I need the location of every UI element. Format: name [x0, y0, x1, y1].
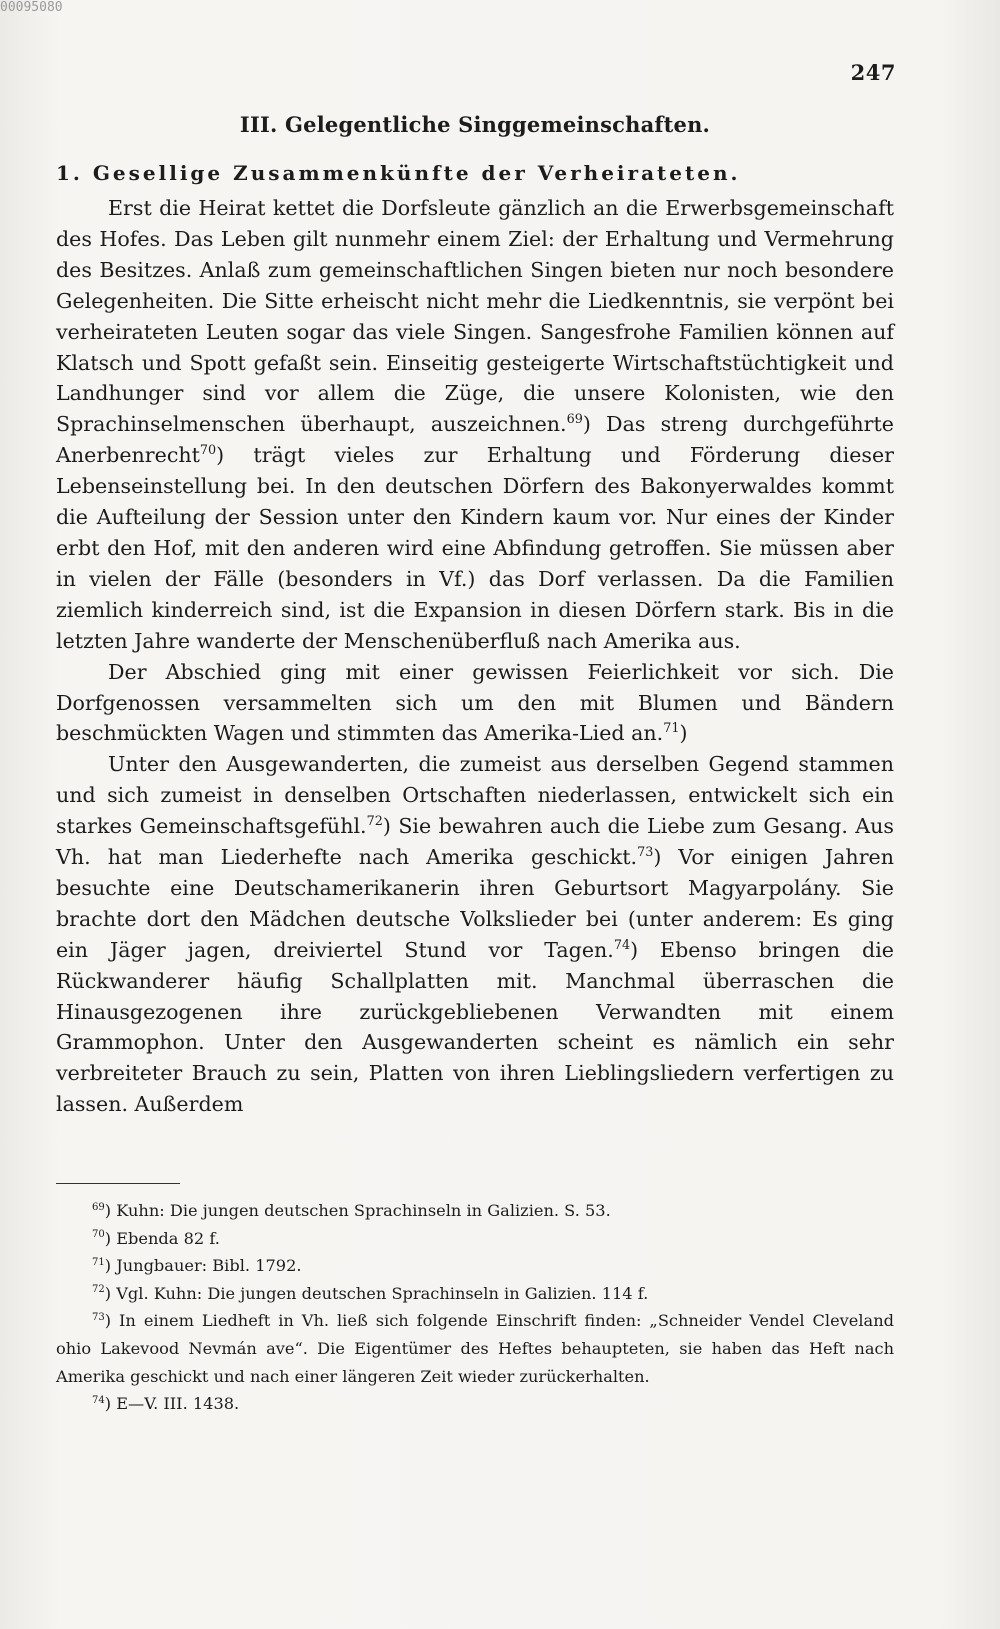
paragraph	[56, 749, 894, 1120]
footnote-text: ) Ebenda 82 f.	[104, 1228, 220, 1248]
footnote-text: ) E—V. III. 1438.	[104, 1394, 240, 1414]
paragraph-text: )	[679, 721, 688, 746]
paragraph-text: Erst die Heirat kettet die Dorfsleute gänzlich an die Erwerbsgemeinschaft des Hofes. Das Leben gilt nunmehr einem Ziel: der Erhaltung und Vermehrung des Besitzes. Anlaß zum gemeinschaftlichen Singen bieten nur noch besondere Gelegenheiten. Die Sitte erheischt nicht mehr die Liedkenntnis, sie verpönt bei verheirateten Leuten sogar das viele Singen. Sangesfrohe Familien können auf Klatsch und Spott gefaßt sein. Einseitig gesteigerte Wirtschaftstüchtigkeit und Landhunger sind vor allem die Züge, die unsere Kolonisten, wie den Sprachinselmenschen überhaupt, auszeichnen.	[56, 196, 894, 437]
footnote-number: 71	[92, 1256, 105, 1268]
paragraph-text: ) trägt vieles zur Erhaltung und Förderung dieser Lebenseinstellung bei. In den deutschen Dörfern des Bakonyerwaldes kommt die Aufteilung der Session unter den Kindern kaum vor. Nur eines der Kinder erbt den Hof, mit den anderen wird eine Abfindung getroffen. Sie müssen aber in vielen der Fälle (besonders in Vf.) das Dorf verlassen. Da die Familien ziemlich kinderreich sind, ist die Expansion in diesen Dörfern stark. Bis in die letzten Jahre wanderte der Menschenüberfluß nach Amerika aus.	[56, 443, 894, 653]
footnote-number: 72	[92, 1284, 105, 1296]
footnote-text: ) In einem Liedheft in Vh. ließ sich folgende Einschrift finden: „Schneider Vendel Cleveland ohio Lakevood Nevmán ave“. Die Eigentümer des Heftes behaupteten, sie haben das Heft nach Amerika geschickt und nach einer längeren Zeit wieder zurückerhalten.	[56, 1311, 894, 1386]
footnote-number: 70	[92, 1229, 105, 1241]
footnote	[56, 1307, 894, 1390]
footnote	[56, 1280, 894, 1308]
paragraph-text: ) Das streng durchgeführte Anerbenrecht	[56, 412, 894, 468]
footnote-text: ) Jungbauer: Bibl. 1792.	[104, 1256, 302, 1276]
footnote-ref[interactable]: 70	[199, 443, 217, 459]
section-title: III. Gelegentliche Singgemeinschaften.	[239, 112, 711, 137]
footnote-number: 69	[92, 1201, 105, 1213]
footnote-text: ) Kuhn: Die jungen deutschen Sprachinseln in Galizien. S. 53.	[104, 1201, 611, 1220]
paragraph	[56, 657, 894, 750]
footnote-text: ) Vgl. Kuhn: Die jungen deutschen Sprachinseln in Galizien. 114 f.	[104, 1283, 649, 1303]
paragraph-text: Unter den Ausgewanderten, die zumeist aus derselben Gegend stammen und sich zumeist in denselben Ortschaften niederlassen, entwickelt sich ein starkes Gemeinschaftsgefühl.	[56, 752, 894, 839]
footnote-number: 73	[92, 1311, 105, 1323]
paragraph-text: ) Sie bewahren auch die Liebe zum Gesang. Aus Vh. hat man Liederhefte nach Amerika geschickt.	[56, 814, 894, 870]
sub-heading: 1. Gesellige Zusammenkünfte der Verheirateten.	[56, 161, 741, 185]
footnote-ref[interactable]: 69	[566, 412, 583, 428]
scan-mark: 00095080	[0, 0, 63, 15]
footnote	[56, 1252, 894, 1280]
footnotes	[56, 1197, 894, 1418]
footnote-ref[interactable]: 72	[366, 814, 383, 830]
paragraph-text: ) Ebenso bringen die Rückwanderer häufig Schallplatten mit. Manchmal überraschen die Hinausgezogenen ihre zurückgebliebenen Verwandten mit einem Grammophon. Unter den Ausgewanderten scheint es nämlich ein sehr verbreiteter Brauch zu sein, Platten von ihren Lieblingsliedern verfertigen zu lassen. Außerdem	[56, 937, 894, 1117]
footnote-divider	[56, 1183, 180, 1184]
footnote	[56, 1197, 894, 1225]
footnote	[56, 1390, 894, 1418]
paragraph-text: Der Abschied ging mit einer gewissen Feierlichkeit vor sich. Die Dorfgenossen versammelten sich um den mit Blumen und Bändern beschmückten Wagen und stimmten das Amerika-Lied an.	[56, 659, 894, 746]
footnote	[56, 1225, 894, 1253]
footnote-ref[interactable]: 71	[663, 721, 680, 737]
footnote-ref[interactable]: 74	[613, 937, 631, 953]
page-number: 247	[850, 60, 896, 85]
main-text	[56, 112, 894, 1120]
footnote-number: 74	[92, 1394, 105, 1406]
footnote-ref[interactable]: 73	[637, 845, 654, 861]
paragraph-text: ) Vor einigen Jahren besuchte eine Deutschamerikanerin ihren Geburtsort Magyarpolány. Sie brachte dort den Mädchen deutsche Volkslieder bei (unter anderem: Es ging ein Jäger jagen, dreiviertel Stund vor Tagen.	[56, 845, 894, 962]
paragraph	[56, 193, 894, 657]
